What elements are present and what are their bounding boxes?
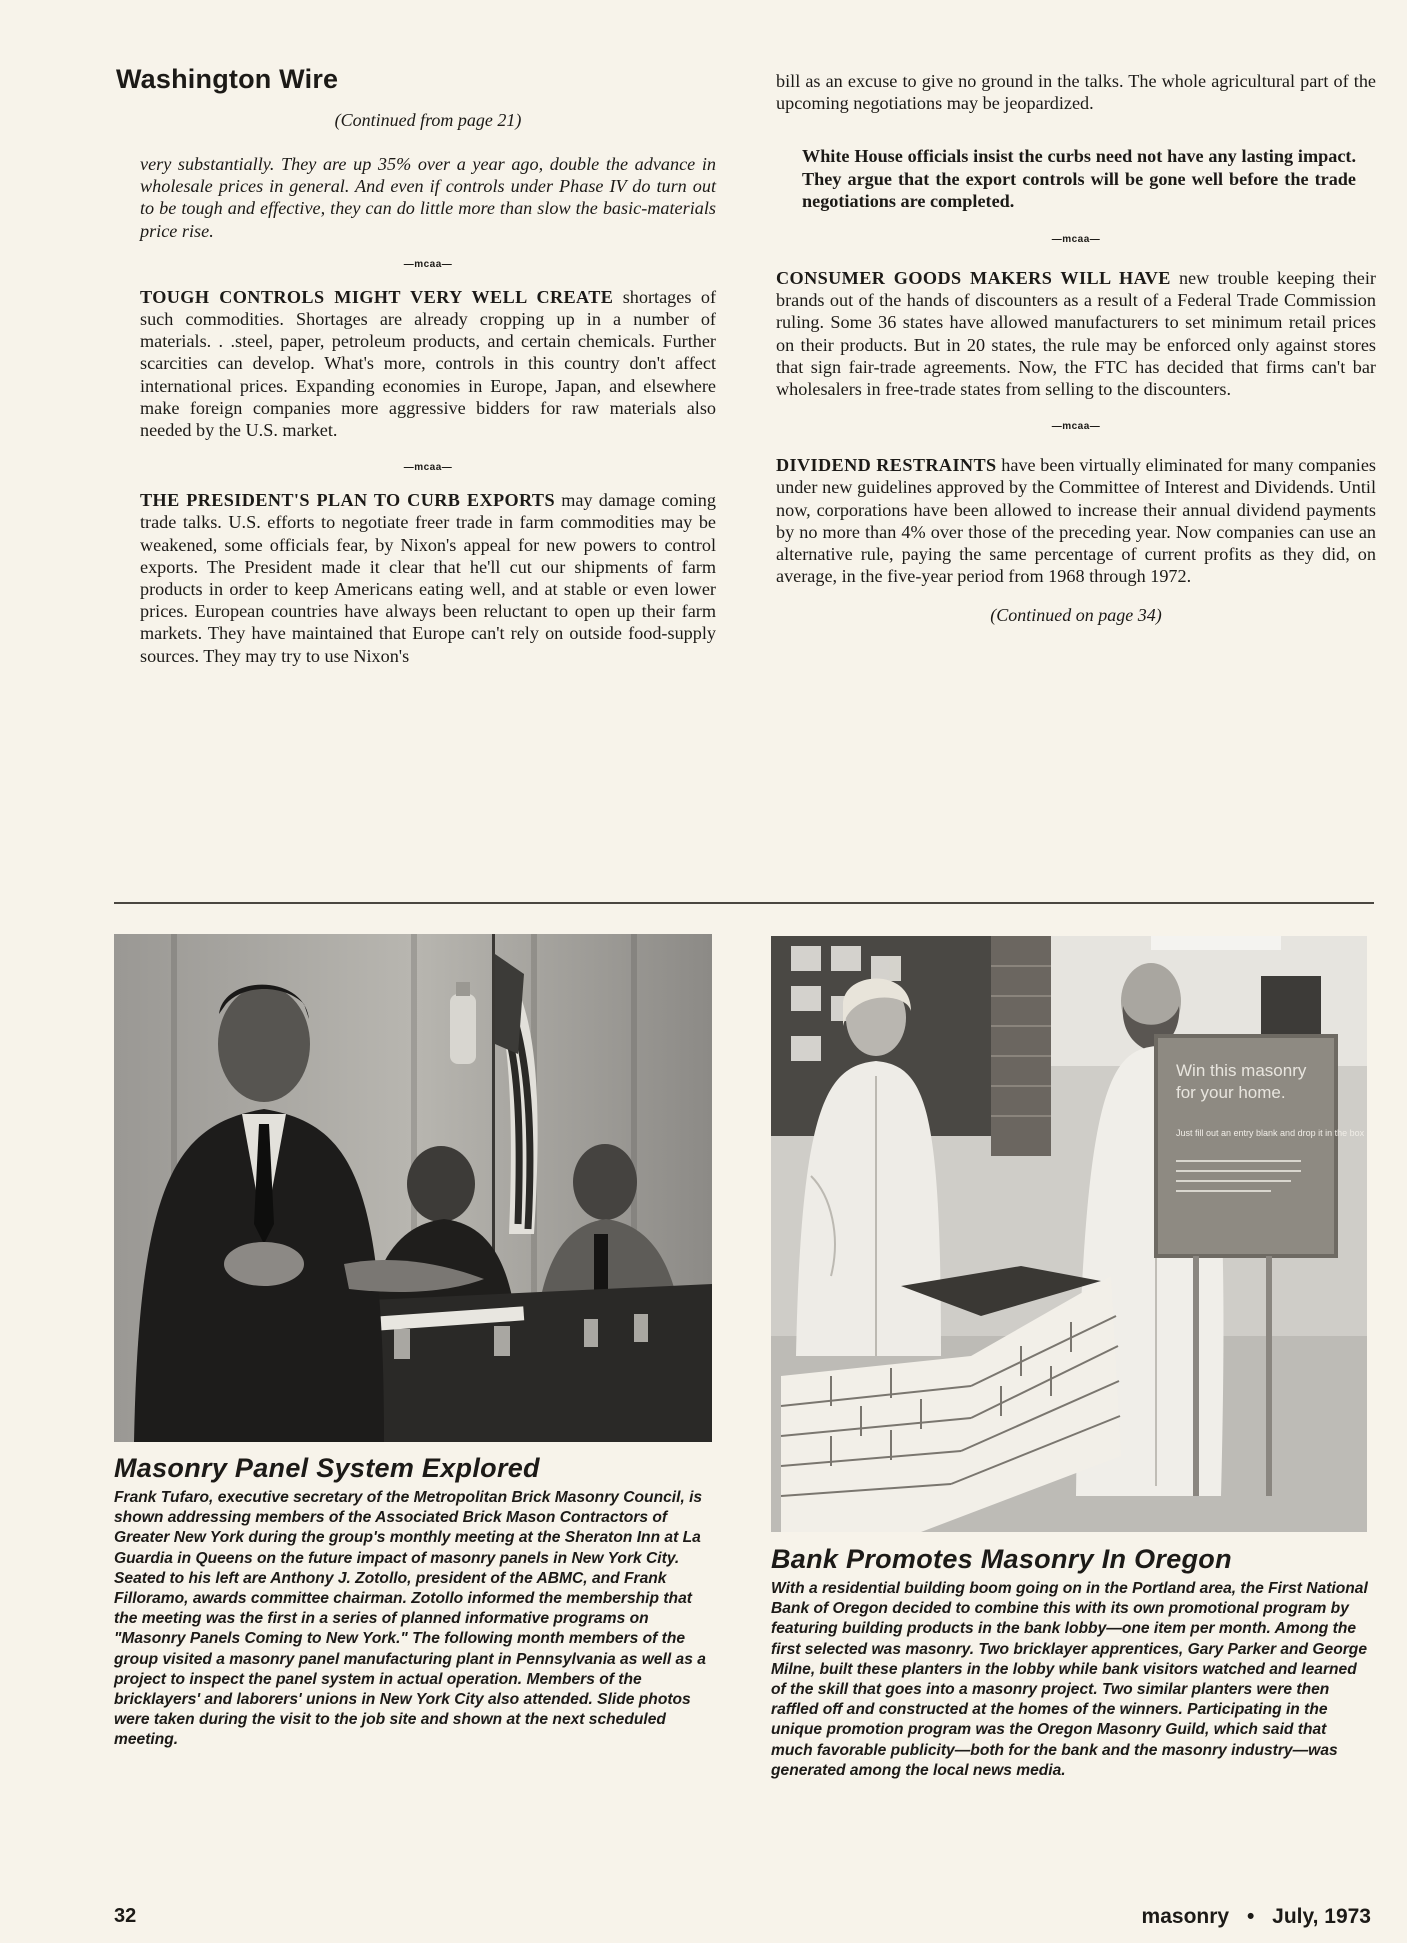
lead-paragraph: very substantially. They are up 35% over a year ago, double the advance in wholesale prices in general. And even if controls under Phase IV do turn out to be tough and effective, they can do little more than slow the basic-materials price rise. [140, 154, 716, 241]
runin-heading: CONSUMER GOODS MAKERS WILL HAVE [776, 268, 1171, 289]
article-item-tough-controls [140, 286, 716, 441]
right-column [776, 70, 1376, 626]
carryover-paragraph: bill as an excuse to give no ground in the talks. The whole agricultural part of the upcoming negotiations may be jeopardized. [776, 71, 1376, 114]
divider-mcaa: —mcaa— [403, 258, 453, 270]
runin-heading: DIVIDEND RESTRAINTS [776, 455, 997, 476]
issue-date: July, 1973 [1272, 1905, 1371, 1928]
divider-mcaa: —mcaa— [403, 462, 453, 474]
planter-photo [771, 936, 1367, 1532]
article-item-curb-exports [140, 489, 716, 667]
planter-photo-illustration [771, 936, 1367, 1532]
divider-mcaa: —mcaa— [1051, 421, 1101, 433]
divider-mcaa: —mcaa— [1051, 234, 1101, 246]
story-right-title: Bank Promotes Masonry In Oregon [771, 1544, 1232, 1574]
section-divider-rule [114, 902, 1374, 904]
article-item-dividend-restraints [776, 454, 1376, 587]
meeting-photo [114, 934, 712, 1442]
item-text: have been virtually eliminated for many companies under new guidelines approved by the Committee of Interest and Dividends. Until now, corporations have been allowed to increase their annual dividend payments by no more than 4% over those of the preceding year. Now companies can use an alternative rule, paying the same percentage of current profits as they did, on average, in the five-year period from 1968 through 1972. [776, 455, 1376, 587]
runin-heading: THE PRESIDENT'S PLAN TO CURB EXPORTS [140, 490, 555, 511]
item-text: new trouble keeping their brands out of the hands of discounters as a result of a Federal Trade Commission ruling. Some 36 states have allowed manufacturers to set minimum retail prices on their products. But in 20 states, the rule may be enforced only against stores that sign fair-trade agreements. Now, the FTC has decided that firms can't bar wholesalers in free-trade states from selling to the discounters. [776, 268, 1376, 400]
story-left-title: Masonry Panel System Explored [114, 1453, 540, 1483]
publication-name: masonry [1141, 1905, 1230, 1928]
story-left-caption: Frank Tufaro, executive secretary of the Metropolitan Brick Masonry Council, is shown addressing members of the Associated Brick Mason Contractors of Greater New York during the group's monthly meeting at the Sheraton Inn at La Guardia in Queens on the future impact of masonry panels in New York City. Seated to his left are Anthony J. Zotollo, president of the ABMC, and Frank Filloramo, awards committee chairman. Zotollo informed the membership that the meeting was the first in a series of planned informative programs on "Masonry Panels Coming to New York." The following month members of the group visited a masonry panel manufacturing plant in Pennsylvania as well as a project to inspect the panel system in actual operation. Members of the bricklayers' and laborers' unions in New York City also attended. Slide photos were taken during the visit to the job site and shown at the next scheduled meeting. [114, 1489, 706, 1749]
publication-footer [1142, 1905, 1371, 1929]
continued-on: (Continued on page 34) [990, 605, 1162, 626]
bold-paragraph: White House officials insist the curbs need not have any lasting impact. They argue that the export controls will be gone well before the trade negotiations are completed. [802, 146, 1356, 211]
item-text: shortages of such commodities. Shortages are already cropping up in a number of materials. . .steel, paper, petroleum products, and certain chemicals. Further scarcities can develop. What's more, controls in this country don't affect international prices. Expanding economies in Europe, Japan, and elsewhere make foreign companies more aggressive bidders for raw materials also needed by the U.S. market. [140, 286, 717, 441]
meeting-photo-illustration [114, 934, 712, 1442]
sign-line-3: Just fill out an entry blank and drop it in the box [1176, 1128, 1365, 1138]
section-title: Washington Wire [116, 64, 339, 94]
sign-line-1: Win this masonry [1176, 1061, 1307, 1080]
left-column [140, 110, 716, 667]
story-right-caption: With a residential building boom going on in the Portland area, the First National Bank of Oregon decided to combine this with its own promotional program by featuring building products in the bank lobby—one item per month. Among the first selected was masonry. Two bricklayer apprentices, Gary Parker and George Milne, built these planters in the lobby while bank visitors watched and learned of the skill that goes into a masonry project. Two similar planters were then raffled off and constructed at the homes of the winners. Participating in the unique promotion program was the Oregon Masonry Guild, which said that much favorable publicity—both for the bank and the masonry industry—was generated among the local news media. [771, 1580, 1368, 1779]
continued-from: (Continued from page 21) [334, 110, 522, 130]
item-text: may damage coming trade talks. U.S. efforts to negotiate freer trade in farm commodities may be weakened, some officials fear, by Nixon's appeal for new powers to control exports. The President made it clear that he'll cut our shipments of farm products in order to keep Americans eating well, and at stable or even lower prices. European countries have always been reluctant to open up their farm markets. They have maintained that Europe can't rely on outside food-supply sources. They may try to use Nixon's [140, 490, 716, 666]
footer-bullet: • [1246, 1905, 1255, 1928]
article-item-consumer-goods [776, 267, 1376, 400]
runin-heading: TOUGH CONTROLS MIGHT VERY WELL CREATE [140, 286, 614, 307]
sign-line-2: for your home. [1176, 1083, 1286, 1102]
page-number: 32 [114, 1905, 137, 1927]
